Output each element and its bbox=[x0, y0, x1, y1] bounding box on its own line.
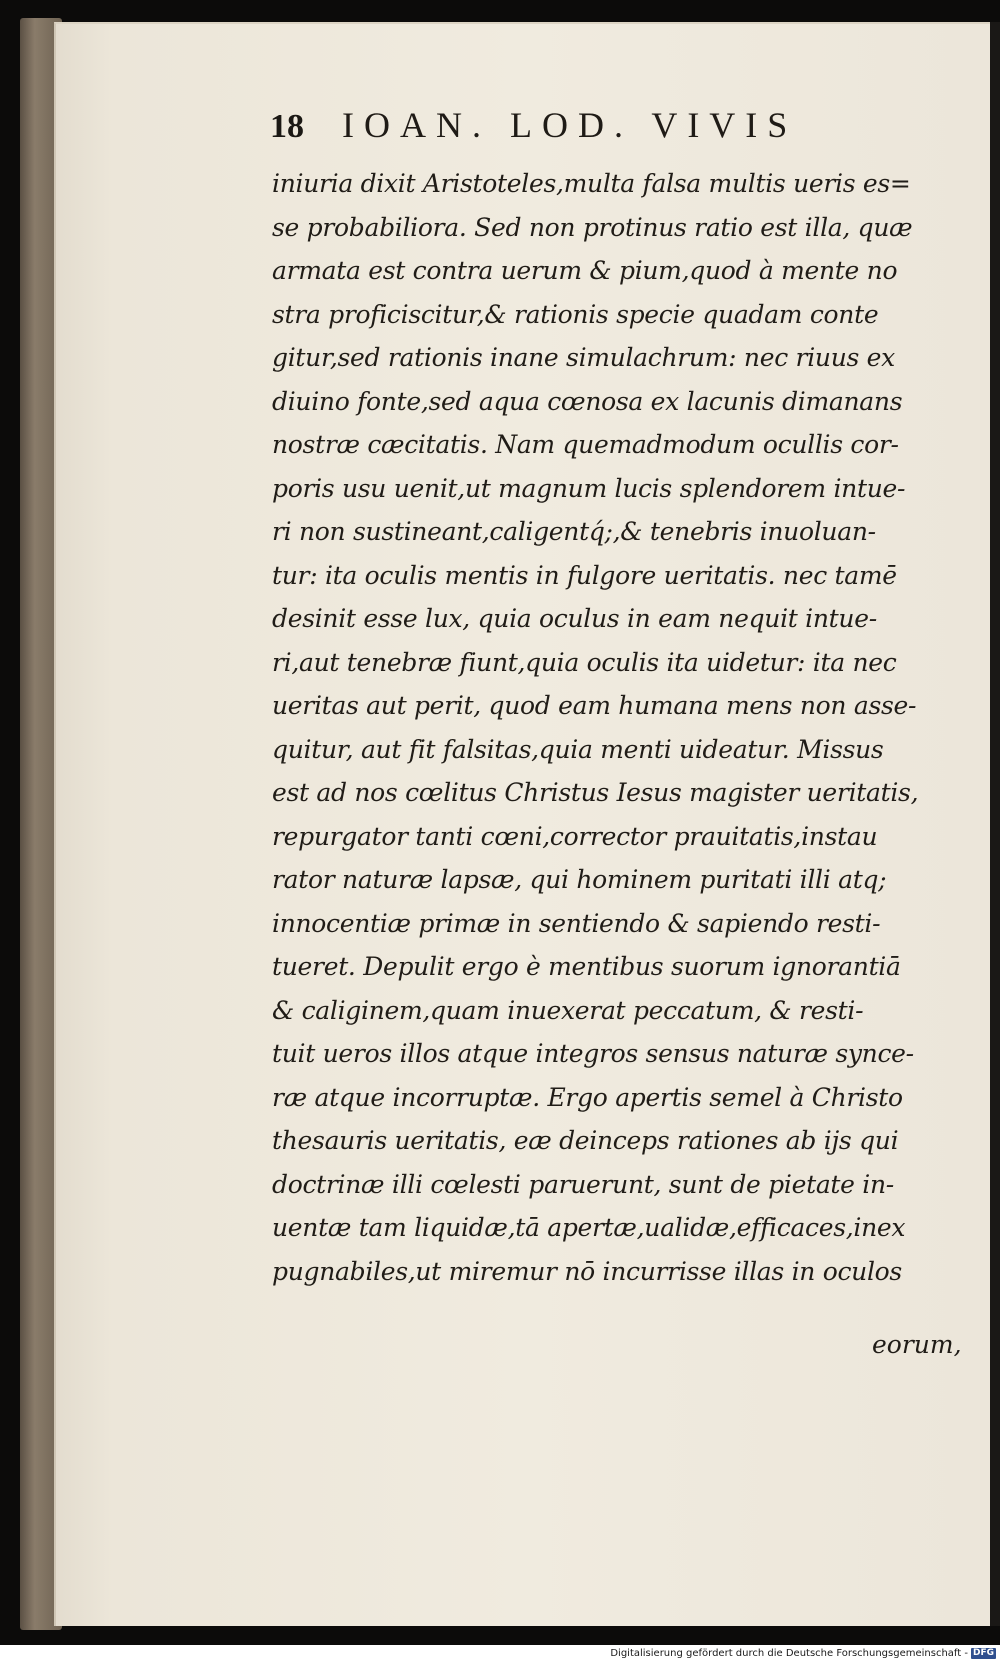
text-line: tueret. Depulit ergo è mentibus suorum ignorantiā bbox=[272, 952, 901, 981]
text-line: repurgator tanti cœni,corrector prauitatis,instau bbox=[272, 821, 878, 851]
text-line: pugnabiles,ut miremur nō incurrisse illas in oculos bbox=[272, 1256, 902, 1286]
text-line: ueritas aut perit, quod eam humana mens non asse- bbox=[272, 691, 917, 720]
text-line: tuit ueros illos atque integros sensus naturæ synce- bbox=[272, 1039, 914, 1068]
text-line: innocentiæ primæ in sentiendo & sapiendo resti- bbox=[272, 908, 881, 938]
text-line: ræ atque incorruptæ. Ergo apertis semel à Christo bbox=[272, 1082, 903, 1112]
text-line: uentæ tam liquidæ,tā apertæ,ualidæ,efficaces,inex bbox=[272, 1213, 906, 1242]
text-line: nostræ cæcitatis. Nam quemadmodum ocullis cor- bbox=[272, 430, 899, 459]
text-line: desinit esse lux, quia oculus in eam nequit intue- bbox=[272, 604, 877, 633]
text-line: quitur, aut fit falsitas,quia menti uideatur. Missus bbox=[272, 734, 884, 764]
credit-text: Digitalisierung gefördert durch die Deutsche Forschungsgemeinschaft - bbox=[610, 1647, 968, 1659]
text-line: diuino fonte,sed aqua cœnosa ex lacunis dimanans bbox=[272, 386, 903, 416]
catchword: eorum, bbox=[872, 1330, 962, 1359]
text-line: gitur,sed rationis inane simulachrum: nec riuus ex bbox=[272, 343, 895, 372]
running-head bbox=[270, 104, 797, 150]
text-line: iniuria dixit Aristoteles,multa falsa multis ueris es= bbox=[272, 169, 911, 198]
dfg-logo: DFG bbox=[972, 1647, 994, 1658]
text-line: stra proficiscitur,& rationis specie quadam conte bbox=[272, 299, 879, 329]
text-line: tur: ita oculis mentis in fulgore ueritatis. nec tamē bbox=[272, 560, 897, 590]
body-text bbox=[272, 162, 982, 1293]
text-line: doctrinæ illi cœlesti paruerunt, sunt de pietate in- bbox=[272, 1169, 894, 1199]
text-line: & caliginem,quam inuexerat peccatum, & resti- bbox=[272, 995, 864, 1025]
page-gutter-edge bbox=[990, 22, 1000, 1626]
text-line: rator naturæ lapsæ, qui hominem puritati illi atq; bbox=[272, 865, 887, 894]
text-line: poris usu uenit,ut magnum lucis splendorem intue- bbox=[272, 473, 906, 503]
digitization-credit bbox=[0, 1645, 1000, 1661]
text-line: thesauris ueritatis, eæ deinceps rationes ab ijs qui bbox=[272, 1126, 899, 1155]
text-line: est ad nos cœlitus Christus Iesus magister ueritatis, bbox=[272, 778, 919, 807]
text-line: ri,aut tenebræ fiunt,quia oculis ita uidetur: ita nec bbox=[272, 647, 897, 677]
text-line: armata est contra uerum & pium,quod à mente no bbox=[272, 256, 898, 285]
text-line: ri non sustineant,caligentq́;,& tenebris inuoluan- bbox=[272, 517, 876, 546]
text-line: se probabiliora. Sed non protinus ratio est illa, quæ bbox=[272, 212, 913, 242]
running-title: IOAN. LOD. VIVIS bbox=[342, 105, 798, 145]
page-number: 18 bbox=[270, 108, 304, 145]
